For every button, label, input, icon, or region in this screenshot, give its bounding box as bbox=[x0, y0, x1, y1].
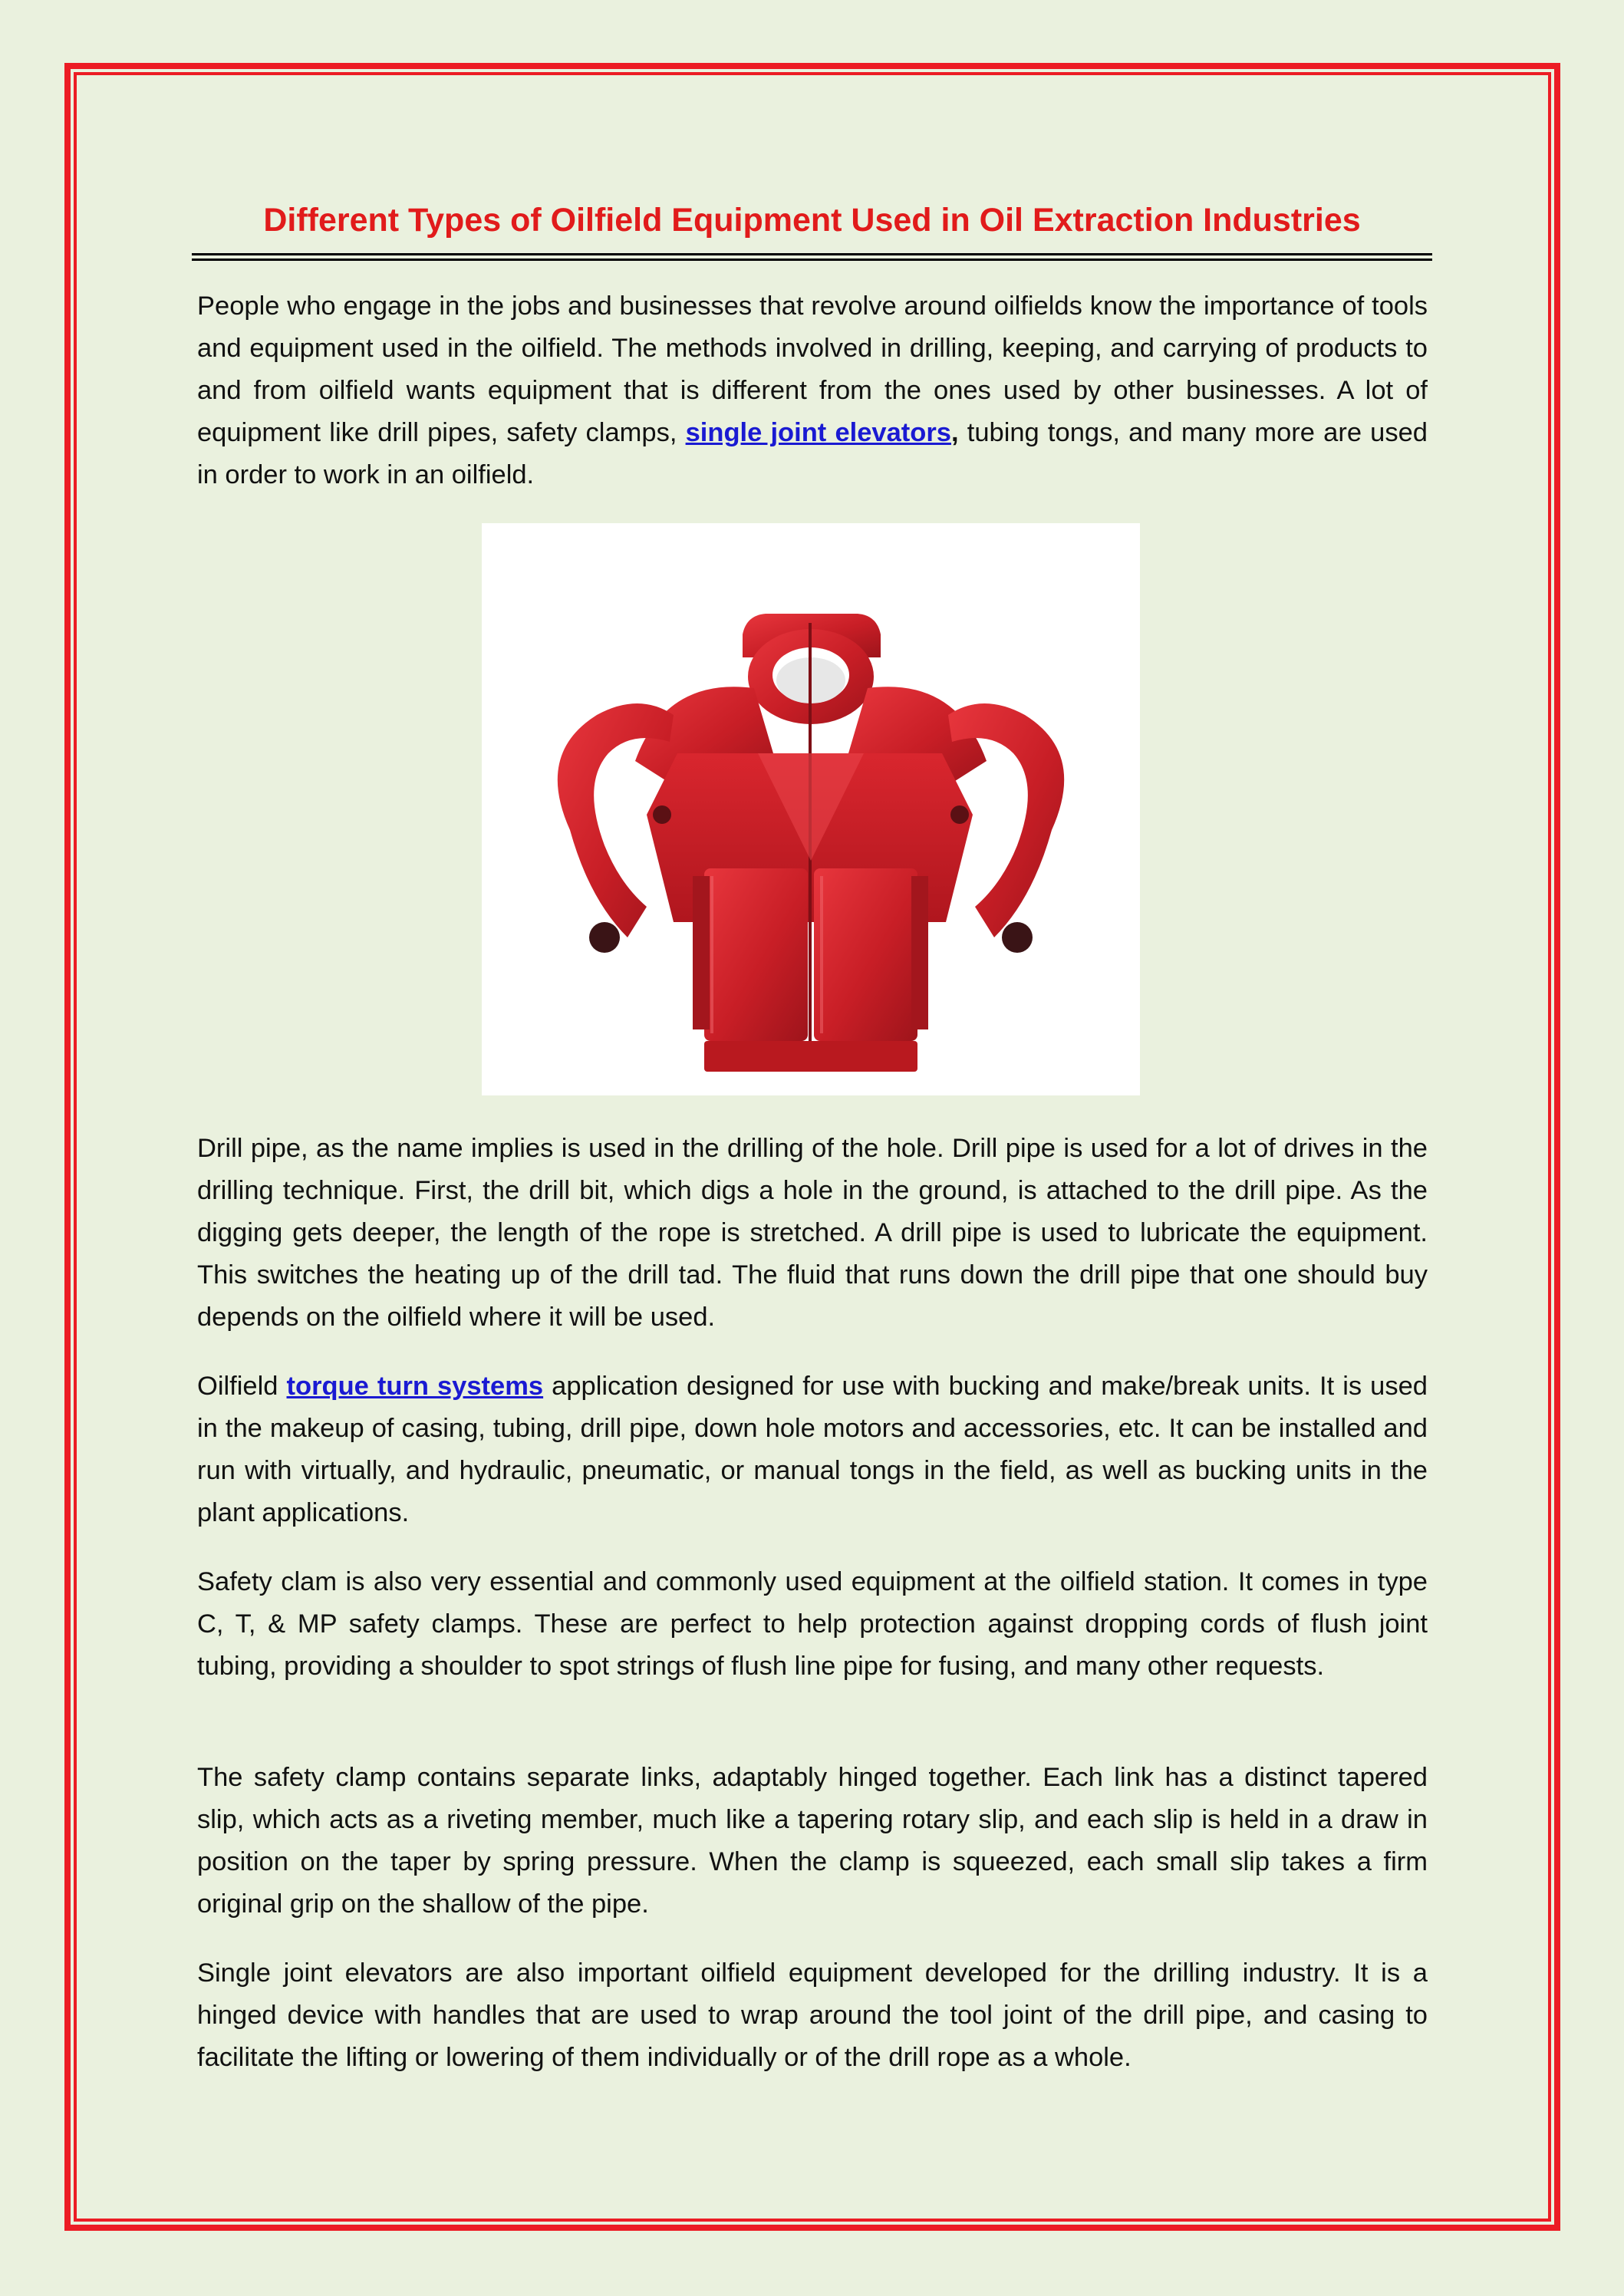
torque-turn-paragraph bbox=[197, 1365, 1428, 1534]
elevator-illustration bbox=[482, 523, 1140, 1095]
single-joint-elevators-paragraph: Single joint elevators are also important oilfield equipment developed for the drilling industry. It is a hinged device with handles that are used to wrap around the tool joint of the drill pipe, and casing to facilitate the lifting or lowering of them individually or of the drill rope as a whole. bbox=[197, 1958, 1428, 2072]
intro-comma: , bbox=[950, 418, 959, 447]
torque-text-end: application designed for use with bucking and make/break units. It is used in the makeup of casing, tubing, drill pipe, down hole motors and accessories, etc. It can be installed and run with virtually, and hydraulic, pneumatic, or manual tongs in the field, as well as bucking units in the plant applications. bbox=[197, 1372, 1428, 1527]
safety-clam-paragraph: Safety clam is also very essential and commonly used equipment at the oilfield station. It comes in type C, T, & MP safety clamps. These are perfect to help protection against dropping cords of flush joint tubing, providing a shoulder to spot strings of flush line pipe for fusing, and many other requests. bbox=[197, 1567, 1428, 1681]
single-joint-elevator-image bbox=[482, 523, 1140, 1095]
title-divider-second bbox=[192, 259, 1432, 261]
torque-turn-systems-link[interactable]: torque turn systems bbox=[286, 1372, 544, 1401]
intro-text-end: tubing tongs, and many more are used in order to work in an oilfield. bbox=[197, 418, 1428, 489]
page-title: Different Types of Oilfield Equipment Used in Oil Extraction Industries bbox=[263, 202, 1361, 239]
drill-pipe-paragraph: Drill pipe, as the name implies is used in the drilling of the hole. Drill pipe is used for a lot of drives in the drilling technique. First, the drill bit, which digs a hole in the ground, is attached to the drill pipe. As the digging gets deeper, the length of the rope is stretched. A drill pipe is used to lubricate the equipment. This switches the heating up of the drill tad. The fluid that runs down the drill pipe that one should buy depends on the oilfield where it will be used. bbox=[197, 1134, 1428, 1332]
title-divider bbox=[192, 253, 1432, 255]
safety-clamp-paragraph: The safety clamp contains separate links, adaptably hinged together. Each link has a distinct tapered slip, which acts as a riveting member, much like a tapering rotary slip, and each slip is held in a draw in position on the taper by spring pressure. When the clamp is squeezed, each small slip takes a firm original grip on the shallow of the pipe. bbox=[197, 1763, 1428, 1919]
single-joint-elevators-link[interactable]: single joint elevators bbox=[685, 418, 951, 447]
intro-text: People who engage in the jobs and businesses that revolve around oilfields know the importance of tools and equipment used in the oilfield. The methods involved in drilling, keeping, and carrying of products to and from oilfield wants equipment that is different from the ones used by other businesses. A lot of equipment like drill pipes, safety clamps, bbox=[197, 292, 1428, 447]
intro-paragraph bbox=[197, 285, 1428, 496]
torque-text-start: Oilfield bbox=[197, 1372, 287, 1401]
